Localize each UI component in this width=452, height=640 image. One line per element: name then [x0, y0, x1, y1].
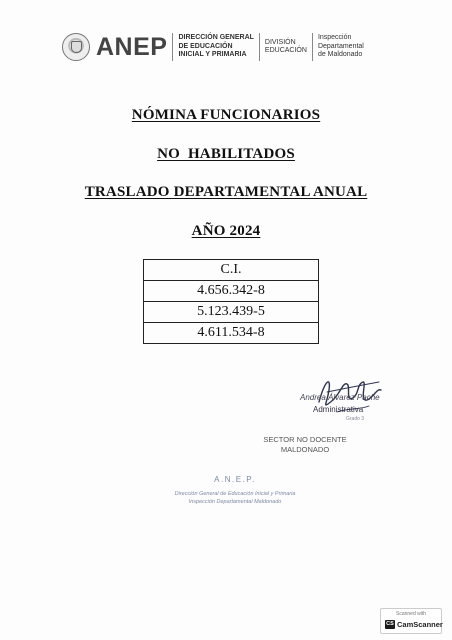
- table-row: [144, 302, 319, 323]
- signature-role: Administrativa: [313, 405, 364, 414]
- letterhead-line: DIVISIÓN: [264, 38, 296, 46]
- ci-table: [143, 259, 319, 344]
- stamp-line-1: A.N.E.P.: [214, 475, 256, 484]
- sector-line-2: MALDONADO: [280, 445, 330, 454]
- letterhead-line: Departamental: [317, 42, 364, 50]
- divider: [259, 33, 260, 61]
- table-row: [144, 323, 319, 344]
- table-header-cell: C.I.: [144, 260, 319, 281]
- letterhead: [62, 30, 364, 64]
- title-text: NO HABILITADOS: [157, 146, 295, 162]
- letterhead-inspection: [318, 34, 364, 60]
- table-row: [144, 281, 319, 302]
- letterhead-line: DIRECCIÓN GENERAL: [178, 34, 254, 42]
- letterhead-line: de Maldonado: [317, 51, 363, 59]
- title-text: AÑO 2024: [191, 223, 261, 239]
- anep-logo: ANEP: [96, 32, 168, 61]
- title-line-1: [0, 107, 452, 124]
- table-cell: 4.656.342-8: [144, 281, 319, 302]
- table-cell: 5.123.439-5: [144, 302, 319, 323]
- letterhead-division: [265, 39, 307, 56]
- table-cell: 4.611.534-8: [144, 323, 319, 344]
- letterhead-line: DE EDUCACIÓN: [178, 42, 233, 50]
- letterhead-line: Inspección: [317, 34, 352, 42]
- signature-name: Andrea Álvarez Pache: [300, 393, 380, 402]
- camscanner-name: CamScanner: [397, 620, 443, 629]
- letterhead-line: INICIAL Y PRIMARIA: [178, 51, 247, 59]
- title-line-4: [0, 223, 452, 240]
- divider: [172, 33, 173, 61]
- camscanner-logo-icon: CS: [386, 621, 394, 627]
- letterhead-direction: [178, 34, 253, 60]
- divider: [312, 33, 313, 61]
- sector-line-1: SECTOR NO DOCENTE: [263, 435, 347, 444]
- camscanner-badge: [380, 608, 442, 634]
- sector-stamp: [250, 435, 360, 455]
- table-header-row: [144, 260, 319, 281]
- letterhead-line: EDUCACIÓN: [264, 47, 307, 54]
- camscanner-caption: Scanned with: [395, 611, 427, 617]
- coat-of-arms-icon: [62, 33, 90, 61]
- stamp-line-3: Inspección Departamental Maldonado: [188, 499, 282, 505]
- title-line-3: [0, 184, 452, 201]
- signature-grade: Grado 3: [346, 416, 365, 422]
- title-text: TRASLADO DEPARTAMENTAL ANUAL: [84, 184, 368, 200]
- title-line-2: [0, 146, 452, 163]
- institutional-stamp: [170, 475, 300, 505]
- title-text: NÓMINA FUNCIONARIOS: [131, 107, 321, 123]
- stamp-line-2: Dirección General de Educación Inicial y Primaria: [174, 491, 296, 497]
